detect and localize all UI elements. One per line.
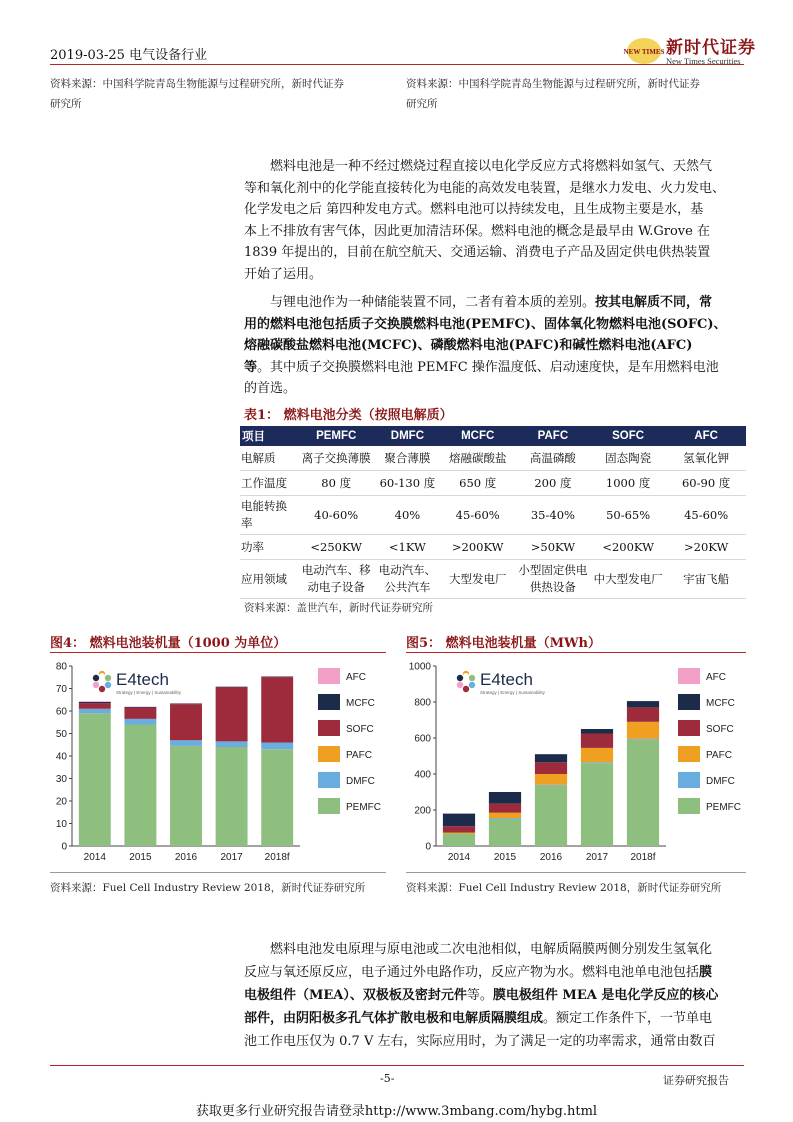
table-cell: >200KW [440,535,516,560]
bar-segment-mcfc [489,792,521,804]
source-top-left-line1: 资料来源：中国科学院青岛生物能源与过程研究所，新时代证券 [50,78,344,90]
legend-swatch-pemfc [318,798,340,814]
figure5-bottom-rule [406,872,746,873]
legend-swatch-pafc [318,746,340,762]
table-row [240,560,746,599]
x-tick-label: 2015 [493,852,517,863]
legend-label-sofc: SOFC [346,724,374,735]
para2-line: 等。其中质子交换膜燃料电池 PEMFC 操作温度低、启动速度快，是车用燃料电池 [244,359,719,375]
table-cell: 80 度 [297,471,375,496]
bar-segment-sofc [489,804,521,813]
bar-segment-sofc [627,707,659,721]
bar-segment-sofc [79,703,111,709]
table-cell: <1KW [375,535,439,560]
bar-segment-dmfc [170,740,202,746]
page-number: -5- [380,1072,395,1085]
bar-segment-sofc [261,677,293,742]
bar-segment-mcfc [261,677,293,678]
logo-dot [469,675,475,681]
logo-brand-subtext: Strategy | Energy | Sustainability [480,690,545,695]
para1-line: 化学发电之后 第四种发电方式。燃料电池可以持续发电，且生成物主要是水，基 [244,202,704,217]
bar-segment-sofc [535,762,567,774]
y-tick-label: 200 [414,805,431,817]
table-cell: 应用领域 [240,560,297,599]
x-tick-label: 2016 [174,852,198,863]
table-cell: 60-90 度 [666,471,746,496]
figure4-source: 资料来源：Fuel Cell Industry Review 2018，新时代证券研究所 [50,882,366,894]
table-header-cell: AFC [666,426,746,446]
source-top-left [50,74,400,114]
logo-dot [105,682,111,688]
table-cell: 高温磷酸 [516,446,590,471]
footer-rule [50,1065,744,1066]
bar-segment-pafc [581,748,613,762]
logo-mark-icon [623,36,665,66]
bar-segment-pemfc [535,786,567,846]
legend-swatch-mcfc [678,694,700,710]
table-cell: 工作温度 [240,471,297,496]
logo-brand-subtext: Strategy | Energy | Sustainability [116,690,181,695]
legend-swatch-mcfc [318,694,340,710]
table-cell: >50KW [516,535,590,560]
legend-swatch-pemfc [678,798,700,814]
y-tick-label: 600 [414,733,431,745]
fuel-cell-table [240,426,746,599]
logo-dot [463,686,469,692]
x-tick-label: 2015 [129,852,152,863]
report-label: 证券研究报告 [663,1074,729,1087]
legend-swatch-dmfc [318,772,340,788]
legend-swatch-afc [678,668,700,684]
logo-chinese: 新时代证券 [666,38,756,58]
para1-line: 燃料电池是一种不经过燃烧过程直接以电化学反应方式将燃料如氢气、天然气 [270,159,713,174]
bar-segment-pemfc [443,833,475,846]
bar-segment-pemfc [124,725,156,847]
legend-label-dmfc: DMFC [346,776,375,787]
table-cell: 35-40% [516,496,590,535]
table-cell: 40% [375,496,439,535]
logo-dot [457,675,463,681]
table-cell: 电动汽车、移动电子设备 [297,560,375,599]
figure4-rule [50,652,386,653]
chart-fig5 [406,656,746,866]
y-tick-label: 50 [55,729,67,740]
bar-segment-mcfc [216,687,248,688]
para3-line: 电极组件（MEA）、双极板及密封元件等。膜电极组件 MEA 是电化学反应的核心 [244,988,719,1003]
bar-segment-sofc [581,734,613,748]
bar-segment-pemfc [261,749,293,846]
table-header-cell: MCFC [440,426,516,446]
table-row [240,446,746,471]
legend-label-pafc: PAFC [346,750,372,761]
source-top-right-line2: 研究所 [406,98,438,110]
legend-swatch-sofc [318,720,340,736]
paragraph-intro [244,156,746,285]
legend-swatch-sofc [678,720,700,736]
logo-dot [105,675,111,681]
table-cell: 60-130 度 [375,471,439,496]
legend-label-pemfc: PEMFC [706,802,741,813]
table-cell: 1000 度 [590,471,666,496]
table-cell: 熔融碳酸盐 [440,446,516,471]
logo-mark-text: NEW TIMES [623,48,665,56]
figure4-title: 图4： 燃料电池装机量（1000 为单位） [50,636,287,651]
bar-segment-dmfc [124,719,156,725]
logo-center [99,673,105,679]
table-row [240,496,746,535]
table-cell: 50-65% [590,496,666,535]
y-tick-label: 30 [55,774,67,785]
logo-dot [93,675,99,681]
figure5-source: 资料来源：Fuel Cell Industry Review 2018，新时代证券研究所 [406,882,722,894]
table-header-cell: DMFC [375,426,439,446]
figure5-rule [406,652,746,653]
table-cell: 聚合薄膜 [375,446,439,471]
x-tick-label: 2014 [447,852,471,863]
promo-link[interactable]: 获取更多行业研究报告请登录http://www.3mbang.com/hybg.html [195,1104,598,1119]
table-cell: <200KW [590,535,666,560]
table-cell: 固态陶瓷 [590,446,666,471]
bar-segment-dmfc [216,741,248,747]
y-tick-label: 800 [414,697,431,709]
table-cell: 电能转换率 [240,496,297,535]
table-cell: 离子交换薄膜 [297,446,375,471]
table-cell: 中大型发电厂 [590,560,666,599]
table-cell: 45-60% [666,496,746,535]
bar-segment-mcfc [581,729,613,734]
bar-segment-sofc [124,708,156,719]
logo-dot [99,686,105,692]
para1-line: 等和氧化剂中的化学能直接转化为电能的高效发电装置，是继水力发电、火力发电、 [244,180,726,196]
legend-swatch-afc [318,668,340,684]
source-top-left-line2: 研究所 [50,98,82,110]
bar-segment-mcfc [535,754,567,762]
para3-line: 反应与氧还原反应，电子通过外电路作功，反应产物为水。燃料电池单电池包括膜 [244,965,713,980]
para2-line: 用的燃料电池包括质子交换膜燃料电池(PEMFC)、固体氧化物燃料电池(SOFC)、 [244,316,727,332]
y-tick-label: 60 [55,706,67,718]
x-tick-label: 2018f [264,852,290,863]
table-header-cell: 项目 [240,426,297,446]
bar-segment-mcfc [627,701,659,707]
table-cell: 40-60% [297,496,375,535]
legend-label-sofc: SOFC [706,724,734,735]
source-top-right [406,74,756,114]
table-cell: 小型固定供电供热设备 [516,560,590,599]
bar-segment-mcfc [124,707,156,708]
table-cell: 45-60% [440,496,516,535]
bar-segment-afc [79,701,111,702]
para1-line: 本上不排放有害气体，因此更加清洁环保。燃料电池的概念是最早由 W.Grove 在 [244,223,710,239]
logo-brand-text: E4tech [480,670,533,689]
chart-fig4 [50,656,386,866]
table-source: 资料来源：盖世汽车，新时代证券研究所 [244,602,433,614]
paragraph-types [244,292,746,400]
bar-segment-mcfc [79,702,111,703]
logo-dot [457,682,463,688]
bar-segment-sofc [170,704,202,740]
x-tick-label: 2017 [220,852,243,863]
para2-line: 熔融碳酸盐燃料电池(MCFC)、磷酸燃料电池(PAFC)和碱性燃料电池(AFC) [244,338,693,353]
bar-segment-dmfc [581,762,613,763]
para1-line: 开始了运用。 [244,266,323,282]
table-header-cell: PAFC [516,426,590,446]
bar-segment-dmfc [535,785,567,786]
bar-segment-sofc [216,687,248,741]
figure5-title: 图5： 燃料电池装机量（MWh） [406,636,602,651]
y-tick-label: 0 [61,841,67,853]
bar-segment-pafc [535,774,567,785]
y-tick-label: 70 [55,684,67,695]
table-cell: 650 度 [440,471,516,496]
logo-dot [469,682,475,688]
bar-segment-pemfc [581,763,613,846]
y-tick-label: 1000 [408,661,431,673]
bar-segment-pemfc [216,747,248,846]
figure4-bottom-rule [50,872,386,873]
y-tick-label: 10 [55,819,67,830]
bar-segment-sofc [443,826,475,832]
logo-english: New Times Securities [666,56,741,66]
logo-brand-text: E4tech [116,670,169,689]
bar-segment-pafc [489,813,521,818]
table-header-cell: SOFC [590,426,666,446]
bar-segment-mcfc [443,814,475,827]
para1-line: 1839 年提出的，目前在航空航天、交通运输、消费电子产品及固定供电供热装置 [244,245,711,260]
legend-label-afc: AFC [706,672,726,683]
table-row [240,471,746,496]
bar-segment-dmfc [261,743,293,750]
bar-segment-dmfc [79,709,111,714]
bar-segment-dmfc [489,818,521,819]
y-tick-label: 40 [55,751,67,763]
legend-swatch-pafc [678,746,700,762]
para3-line: 燃料电池发电原理与原电池或二次电池相似，电解质隔膜两侧分别发生氢氧化 [270,942,713,957]
paragraph-principle [244,938,746,1053]
header-rule [50,64,744,65]
source-top-right-line1: 资料来源：中国科学院青岛生物能源与过程研究所，新时代证券 [406,78,700,90]
x-tick-label: 2018f [630,852,656,863]
table-row [240,535,746,560]
table-cell: >20KW [666,535,746,560]
legend-label-mcfc: MCFC [346,698,375,709]
legend-label-afc: AFC [346,672,366,683]
x-tick-label: 2014 [83,852,106,863]
bar-segment-pemfc [79,713,111,846]
table-cell: 宇宙飞船 [666,560,746,599]
y-tick-label: 400 [414,769,431,781]
bar-segment-pafc [443,833,475,834]
legend-label-mcfc: MCFC [706,698,735,709]
para2-line: 与锂电池作为一种储能装置不同，二者有着本质的差别。按其电解质不同，常 [270,295,713,310]
para2-line: 的首选。 [244,381,297,396]
logo-dot [93,682,99,688]
legend-label-dmfc: DMFC [706,776,735,787]
legend-swatch-dmfc [678,772,700,788]
bar-segment-pemfc [627,740,659,846]
table-cell: 电解质 [240,446,297,471]
table-header-cell: PEMFC [297,426,375,446]
bar-segment-pafc [627,722,659,739]
bar-segment-dmfc [627,739,659,740]
bar-segment-pemfc [170,746,202,846]
logo-center [463,673,469,679]
para3-line: 部件，由阴阳极多孔气体扩散电极和电解质隔膜组成。额定工作条件下，一节单电 [244,1011,713,1026]
table-cell: 功率 [240,535,297,560]
header-date-industry: 2019-03-25 电气设备行业 [50,48,208,63]
y-tick-label: 20 [55,796,67,808]
bar-segment-mcfc [170,704,202,705]
table-cell: 大型发电厂 [440,560,516,599]
y-tick-label: 0 [425,841,431,853]
legend-label-pafc: PAFC [706,750,732,761]
table-cell: <250KW [297,535,375,560]
table-cell: 200 度 [516,471,590,496]
para3-line: 池工作电压仅为 0.7 V 左右，实际应用时，为了满足一定的功率需求，通常由数百 [244,1034,716,1049]
x-tick-label: 2017 [585,852,609,863]
legend-label-pemfc: PEMFC [346,802,381,813]
table-title: 表1： 燃料电池分类（按照电解质） [244,408,453,423]
bar-segment-pemfc [489,819,521,846]
brand-logo [623,32,756,72]
table-cell: 氢氧化钾 [666,446,746,471]
x-tick-label: 2016 [539,852,563,863]
y-tick-label: 80 [55,661,67,673]
table-cell: 电动汽车、公共汽车 [375,560,439,599]
